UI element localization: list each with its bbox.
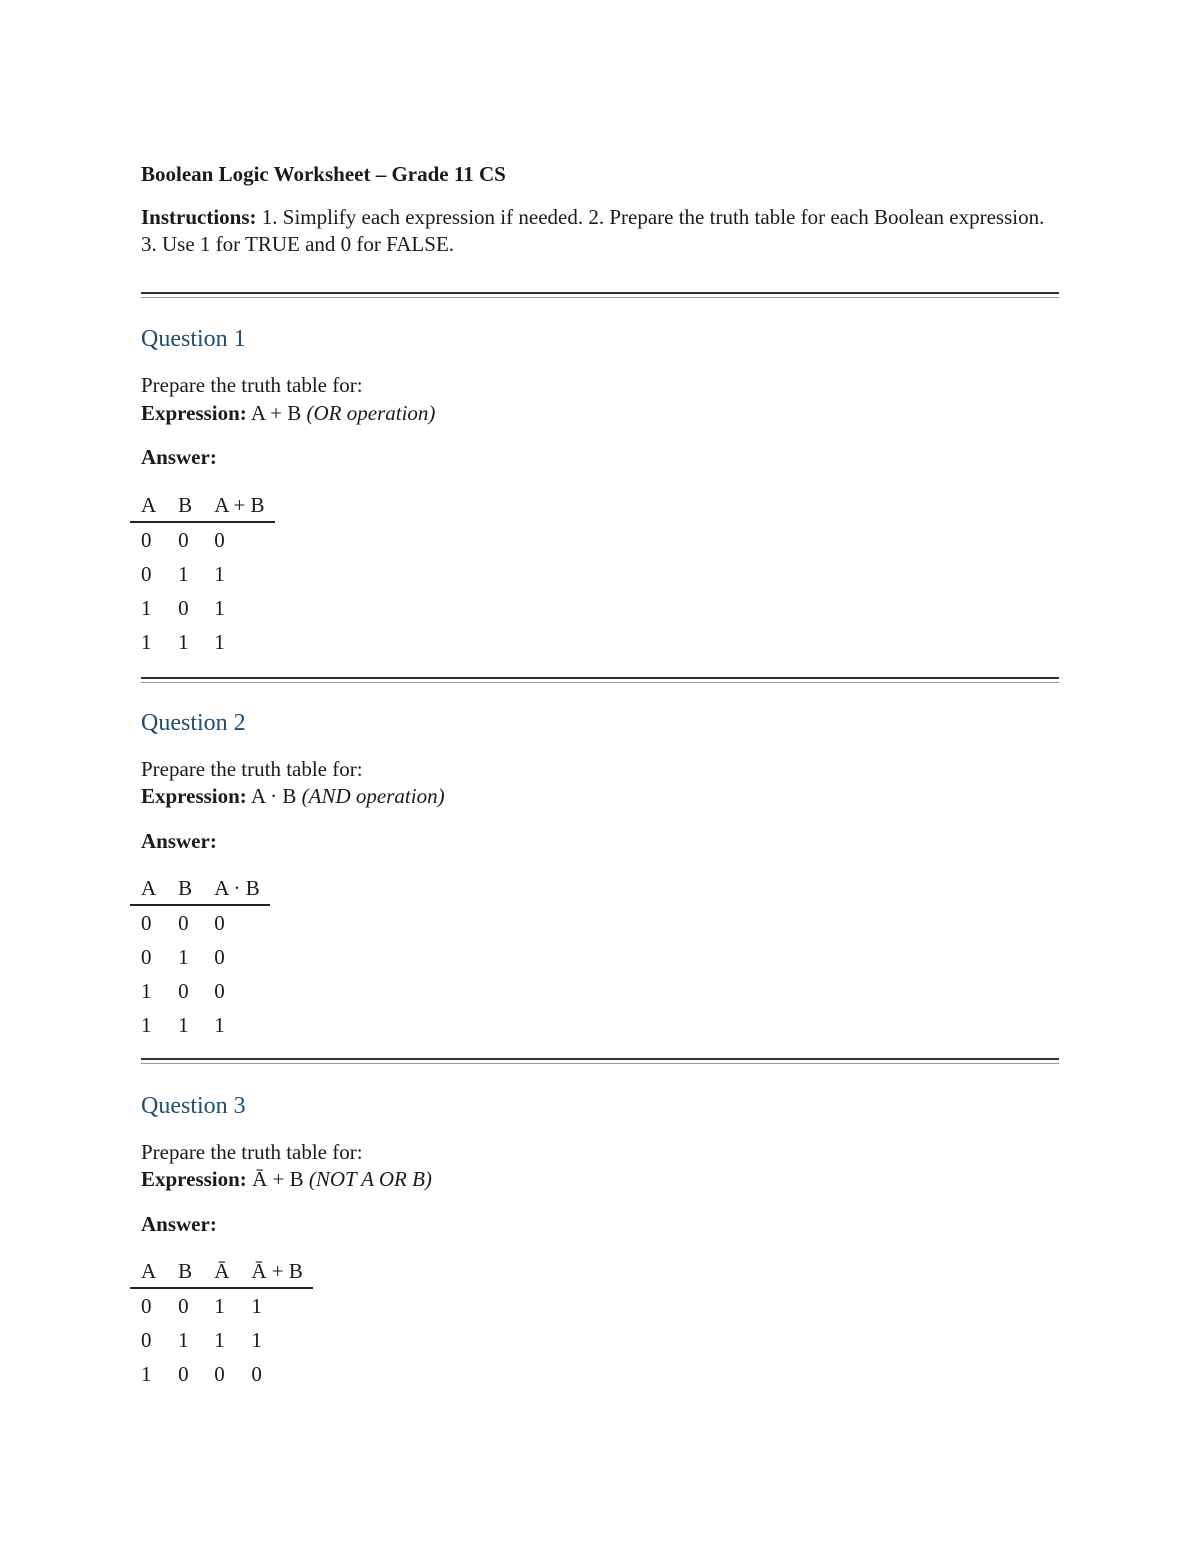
expression-label: Expression:: [141, 1167, 247, 1191]
table-cell: 1: [214, 561, 225, 586]
truth-table-row: [130, 625, 275, 659]
truth-table-header-row: [130, 489, 275, 522]
truth-table-row: [130, 1288, 313, 1323]
table-cell: 0: [141, 1293, 152, 1318]
column-header-b: B: [166, 489, 202, 522]
question-3-truth-table: [130, 1255, 313, 1391]
question-3-heading: Question 3: [141, 1093, 246, 1119]
table-cell: 0: [178, 595, 189, 620]
question-2-expression: [141, 782, 445, 810]
truth-table-row: [130, 557, 275, 591]
table-cell: 0: [251, 1361, 262, 1386]
expression-note: (OR operation): [306, 401, 436, 425]
truth-table-row: [130, 1008, 270, 1042]
question-1-answer-label: Answer:: [141, 445, 217, 469]
column-header-a: A: [130, 489, 166, 522]
table-cell: 1: [251, 1327, 262, 1352]
truth-table-header-row: [130, 872, 270, 905]
worksheet-page: [141, 0, 1061, 1553]
table-cell: 0: [141, 527, 152, 552]
table-cell: 0: [214, 978, 225, 1003]
table-cell: 0: [178, 1293, 189, 1318]
table-cell: 1: [178, 944, 189, 969]
page-title: Boolean Logic Worksheet – Grade 11 CS: [141, 162, 506, 186]
column-header-not-a: Ā: [202, 1255, 239, 1288]
table-cell: 0: [141, 910, 152, 935]
question-2-prompt: Prepare the truth table for:: [141, 757, 363, 781]
column-header-b: B: [166, 872, 202, 905]
table-cell: 1: [141, 978, 152, 1003]
instructions-label: Instructions:: [141, 205, 257, 229]
section-divider: [141, 292, 1059, 298]
question-2-heading: Question 2: [141, 710, 246, 736]
column-header-result: A + B: [202, 489, 274, 522]
question-2-truth-table: [130, 872, 270, 1042]
expression-formula: Ā + B: [252, 1167, 304, 1191]
question-3-expression: [141, 1165, 432, 1193]
expression-formula: A · B: [250, 784, 297, 808]
question-1-expression: [141, 399, 435, 427]
truth-table-row: [130, 591, 275, 625]
table-cell: 1: [178, 629, 189, 654]
table-cell: 1: [141, 629, 152, 654]
truth-table-row: [130, 1357, 313, 1391]
table-cell: 0: [178, 527, 189, 552]
table-cell: 1: [214, 629, 225, 654]
table-cell: 0: [214, 944, 225, 969]
table-cell: 1: [214, 1293, 225, 1318]
table-cell: 1: [214, 1327, 225, 1352]
question-1-heading: Question 1: [141, 326, 246, 352]
question-2-answer-label: Answer:: [141, 829, 217, 853]
expression-formula: A + B: [250, 401, 302, 425]
truth-table-header-row: [130, 1255, 313, 1288]
column-header-a: A: [130, 872, 166, 905]
question-3-answer-label: Answer:: [141, 1212, 217, 1236]
table-cell: 1: [214, 1012, 225, 1037]
table-cell: 0: [141, 1327, 152, 1352]
table-cell: 0: [178, 978, 189, 1003]
question-1-prompt: Prepare the truth table for:: [141, 373, 363, 397]
table-cell: 1: [214, 595, 225, 620]
table-cell: 1: [141, 1012, 152, 1037]
table-cell: 1: [178, 561, 189, 586]
table-cell: 0: [214, 527, 225, 552]
table-cell: 0: [178, 910, 189, 935]
column-header-result: Ā + B: [239, 1255, 313, 1288]
truth-table-row: [130, 522, 275, 557]
instructions-paragraph: [141, 204, 1059, 258]
question-1-truth-table: [130, 489, 275, 659]
truth-table-row: [130, 1323, 313, 1357]
instructions-text: 1. Simplify each expression if needed. 2. Prepare the truth table for each Boolean expression. 3. Use 1 for TRUE and 0 for FALSE.: [141, 205, 1045, 256]
table-cell: 0: [141, 944, 152, 969]
table-cell: 1: [178, 1012, 189, 1037]
truth-table-row: [130, 905, 270, 940]
table-cell: 1: [141, 595, 152, 620]
column-header-a: A: [130, 1255, 166, 1288]
table-cell: 1: [251, 1293, 262, 1318]
question-3-prompt: Prepare the truth table for:: [141, 1140, 363, 1164]
table-cell: 1: [178, 1327, 189, 1352]
expression-label: Expression:: [141, 401, 247, 425]
truth-table-row: [130, 974, 270, 1008]
expression-note: (AND operation): [301, 784, 445, 808]
section-divider: [141, 1058, 1059, 1064]
table-cell: 0: [214, 910, 225, 935]
column-header-result: A · B: [202, 872, 270, 905]
table-cell: 0: [178, 1361, 189, 1386]
table-cell: 1: [141, 1361, 152, 1386]
truth-table-row: [130, 940, 270, 974]
section-divider: [141, 677, 1059, 683]
table-cell: 0: [214, 1361, 225, 1386]
column-header-b: B: [166, 1255, 202, 1288]
expression-note: (NOT A OR B): [308, 1167, 432, 1191]
table-cell: 0: [141, 561, 152, 586]
expression-label: Expression:: [141, 784, 247, 808]
